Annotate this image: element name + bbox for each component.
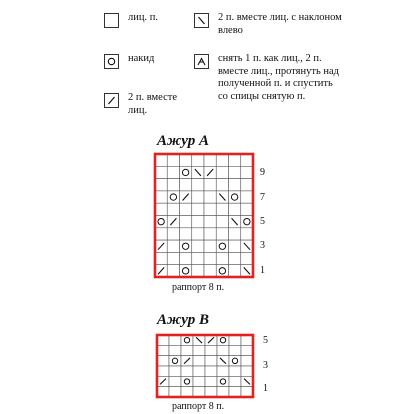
chart-cell (204, 252, 216, 264)
chart-cell (229, 240, 241, 252)
chart-cell (155, 154, 167, 166)
chart-b-title: Ажур В (157, 312, 210, 328)
chart-cell (192, 191, 204, 203)
chart-a-row-label: 5 (260, 216, 265, 227)
chart-b-row-label: 3 (263, 360, 268, 371)
chart-cell (217, 356, 229, 366)
chart-cell (192, 203, 204, 215)
chart-cell (205, 345, 217, 355)
chart-cell (181, 356, 193, 366)
chart-cell (155, 166, 167, 178)
chart-cell (241, 179, 253, 191)
chart-a-row-label: 7 (260, 192, 265, 203)
chart-cell (241, 345, 253, 355)
chart-cell (217, 345, 229, 355)
chart-cell (181, 366, 193, 376)
chart-cell (180, 166, 192, 178)
chart-cell (241, 191, 253, 203)
chart-cell (216, 179, 228, 191)
chart-cell (204, 166, 216, 178)
chart-cell (181, 387, 193, 397)
chart-cell (204, 191, 216, 203)
chart-a-title: Ажур А (157, 133, 210, 149)
chart-cell (229, 376, 241, 386)
chart-cell (229, 345, 241, 355)
chart-cell (192, 252, 204, 264)
chart-cell (229, 154, 241, 166)
chart-cell (241, 335, 253, 345)
chart-cell (205, 335, 217, 345)
chart-cell (192, 179, 204, 191)
legend-text-sk2p: снять 1 п. как лиц., 2 п. вместе лиц., протянуть над полученной п. и спустить со спицы снятую п. (218, 53, 339, 102)
chart-cell (155, 191, 167, 203)
chart-cell (181, 376, 193, 386)
chart-cell (193, 345, 205, 355)
chart-cell (181, 345, 193, 355)
legend-sk2p (194, 53, 340, 103)
legend-yarn-over (104, 53, 154, 69)
k2tog-right-icon (104, 93, 119, 108)
legend-text-yarn-over: накид (128, 53, 155, 64)
chart-b-row-label: 1 (263, 383, 268, 394)
chart-cell (216, 228, 228, 240)
chart-cell (204, 228, 216, 240)
chart-cell (241, 356, 253, 366)
chart-cell (169, 387, 181, 397)
chart-cell (217, 387, 229, 397)
chart-cell (193, 366, 205, 376)
chart-cell (216, 154, 228, 166)
chart-cell (204, 216, 216, 228)
chart-cell (229, 216, 241, 228)
chart-cell (241, 154, 253, 166)
chart-cell (192, 216, 204, 228)
legend-text-k2tog: 2 п. вместе лиц. (128, 92, 177, 116)
chart-cell (169, 335, 181, 345)
chart-cell (241, 216, 253, 228)
legend-k2tog-left (194, 12, 343, 37)
chart-cell (155, 203, 167, 215)
chart-cell (205, 376, 217, 386)
chart-cell (229, 265, 241, 277)
chart-cell (192, 240, 204, 252)
chart-cell (217, 335, 229, 345)
knit-stitch-icon (104, 13, 119, 28)
chart-cell (216, 166, 228, 178)
chart-cell (229, 203, 241, 215)
chart-cell (216, 252, 228, 264)
chart-a-row-label: 3 (260, 240, 265, 251)
chart-b-grid (157, 335, 253, 397)
chart-cell (229, 252, 241, 264)
chart-cell (155, 179, 167, 191)
yarn-over-icon (104, 54, 119, 69)
chart-cell (216, 191, 228, 203)
chart-cell (217, 366, 229, 376)
chart-cell (241, 376, 253, 386)
legend-text-k2tog-left: 2 п. вместе лиц. с наклоном влево (218, 12, 342, 36)
chart-cell (229, 335, 241, 345)
chart-cell (167, 166, 179, 178)
k2tog-left-icon (194, 13, 209, 28)
chart-cell (167, 154, 179, 166)
chart-cell (167, 191, 179, 203)
chart-b-caption: раппорт 8 п. (172, 401, 225, 412)
chart-cell (216, 240, 228, 252)
chart-cell (180, 216, 192, 228)
chart-cell (229, 179, 241, 191)
chart-cell (229, 366, 241, 376)
chart-cell (157, 356, 169, 366)
chart-cell (169, 356, 181, 366)
chart-cell (205, 387, 217, 397)
chart-cell (169, 376, 181, 386)
chart-cell (167, 252, 179, 264)
chart-cell (157, 335, 169, 345)
legend-text-knit: лиц. п. (128, 12, 158, 23)
chart-cell (180, 252, 192, 264)
chart-cell (167, 203, 179, 215)
chart-cell (192, 154, 204, 166)
chart-a-row-label: 9 (260, 167, 265, 178)
chart-cell (180, 179, 192, 191)
chart-cell (241, 240, 253, 252)
chart-cell (204, 265, 216, 277)
chart-cell (180, 154, 192, 166)
chart-cell (217, 376, 229, 386)
chart-cell (241, 166, 253, 178)
chart-cell (157, 366, 169, 376)
chart-a-caption: раппорт 8 п. (172, 282, 225, 293)
sk2p-icon (194, 54, 209, 69)
chart-cell (169, 366, 181, 376)
chart-cell (157, 376, 169, 386)
chart-a-row-label: 1 (260, 265, 265, 276)
chart-cell (204, 203, 216, 215)
chart-cell (204, 179, 216, 191)
chart-cell (229, 387, 241, 397)
chart-cell (157, 345, 169, 355)
chart-cell (204, 154, 216, 166)
chart-cell (216, 216, 228, 228)
chart-cell (169, 345, 181, 355)
chart-cell (167, 265, 179, 277)
chart-cell (241, 203, 253, 215)
chart-cell (192, 166, 204, 178)
chart-cell (181, 335, 193, 345)
chart-cell (155, 240, 167, 252)
chart-cell (192, 265, 204, 277)
chart-cell (193, 356, 205, 366)
chart-cell (180, 265, 192, 277)
chart-cell (167, 228, 179, 240)
chart-cell (157, 387, 169, 397)
chart-cell (155, 265, 167, 277)
chart-cell (193, 387, 205, 397)
chart-cell (205, 356, 217, 366)
chart-cell (229, 166, 241, 178)
chart-cell (180, 240, 192, 252)
chart-b-row-label: 5 (263, 335, 268, 346)
chart-cell (193, 335, 205, 345)
chart-cell (229, 228, 241, 240)
chart-cell (167, 240, 179, 252)
legend-k2tog (104, 92, 198, 117)
chart-cell (155, 216, 167, 228)
chart-cell (216, 265, 228, 277)
chart-cell (216, 203, 228, 215)
chart-cell (241, 366, 253, 376)
chart-cell (180, 191, 192, 203)
chart-a-grid (155, 154, 253, 277)
chart-cell (241, 228, 253, 240)
chart-cell (204, 240, 216, 252)
chart-cell (155, 228, 167, 240)
chart-cell (167, 216, 179, 228)
chart-cell (241, 252, 253, 264)
chart-cell (180, 203, 192, 215)
legend-knit (104, 12, 158, 28)
chart-cell (229, 356, 241, 366)
chart-cell (155, 252, 167, 264)
chart-cell (205, 366, 217, 376)
chart-cell (167, 179, 179, 191)
chart-cell (180, 228, 192, 240)
chart-cell (229, 191, 241, 203)
chart-cell (193, 376, 205, 386)
chart-cell (241, 265, 253, 277)
chart-cell (192, 228, 204, 240)
chart-cell (241, 387, 253, 397)
